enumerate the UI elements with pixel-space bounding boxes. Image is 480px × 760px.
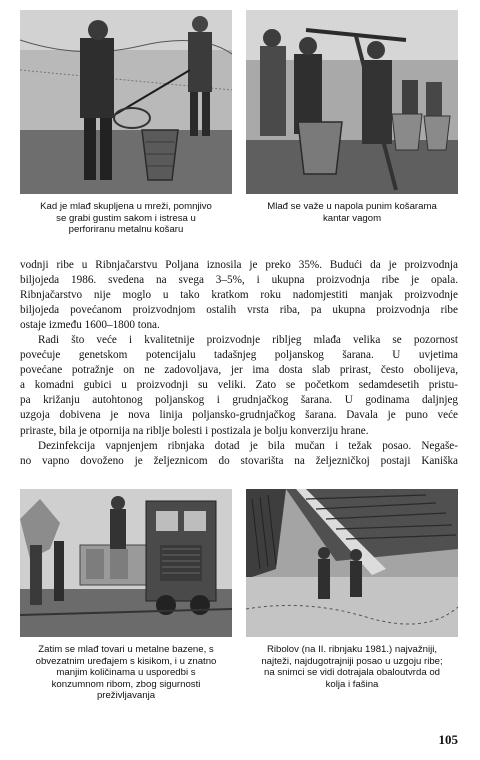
- body-line: Radi što veće i kvalitetnije proizvodnje ribljeg mlađa velika se pozornost: [38, 334, 458, 347]
- caption-fishing-embankment: [244, 644, 460, 690]
- photo-weighing-baskets: [246, 10, 458, 194]
- caption-weighing-baskets: [246, 201, 458, 224]
- caption-line: se grabi gustim sakom i istresa u: [56, 212, 196, 224]
- caption-line: Ribolov (na II. ribnjaku 1981.) najvažniji,: [266, 644, 438, 655]
- body-line: Dezinfekcija vapnjenjem ribnjaka dotad je bila mučan i težak posao. Negaše-: [38, 439, 458, 452]
- caption-train-tanks: [18, 644, 234, 702]
- body-line: povećuje genetskom potencijalu tadašnjeg poljanskog šarana. U uvjetima: [20, 349, 458, 362]
- body-line: uzgoja dobivena je nova linija poljansko-grudnjačkog šarana. Davala je puno veće: [20, 409, 458, 422]
- caption-line: manjim količinama u usporedbi s: [56, 667, 196, 679]
- body-line: priraste, bila je otpornija na riblje bolesti i postizala je bolju konverziju hrane.: [20, 424, 369, 437]
- caption-line: preživljavanja: [96, 690, 156, 702]
- caption-line: kolja i fašina: [325, 678, 379, 690]
- caption-line: Zatim se mlađ tovari u metalne bazene, s: [38, 644, 214, 655]
- body-line: Ribnjačarstvo nije moglo u tako kratkom roku nadomjestiti manjak proizvodnje: [20, 289, 458, 302]
- caption-line: kantar vagom: [322, 212, 382, 224]
- caption-line: Mlađ se važe u napola punim košarama: [267, 201, 437, 212]
- caption-line: na snimci se vidi dotrajala obaloutvrda od: [264, 667, 440, 679]
- photo-net-scooping: [20, 10, 232, 194]
- photo-train-tanks: [20, 489, 232, 637]
- body-line: biljojeda povećanom proizvodnjom ostalih vrsta riba, pa ukupna proizvodnja ribe: [20, 304, 458, 317]
- body-line: vodnji ribe u Ribnjačarstvu Poljana iznosila je preko 35%. Budući da je proizvodnja: [20, 259, 458, 271]
- body-line: pa križanju autohtonog poljanskog i grudnjačkog šarana. U godinama daljnjeg: [20, 394, 458, 407]
- caption-line: konzumnom ribom, zbog sigurnosti: [51, 678, 201, 690]
- caption-line: najteži, najdugotrajniji posao u uzgoju ribe;: [261, 655, 443, 667]
- caption-line: Kad je mlađ skupljena u mreži, pomnjivo: [40, 201, 212, 212]
- caption-net-scooping: [20, 201, 232, 236]
- body-line: ostaje između 1600–1800 tona.: [20, 319, 160, 332]
- body-line: a komadni gubici u proizvodnji su veliki. Zato se početkom sedamdesetih pristu-: [20, 379, 458, 392]
- body-line: biljojeda 1986. svedena na svega 3–5%, i ukupna proizvodnja ribe je opala.: [20, 274, 458, 287]
- body-line: povećane potražnje on ne zadovoljava, jer ima dosta slab prirast, često obolijeva,: [20, 364, 458, 377]
- body-line: no vapno dovoženo je željeznicom do stovarišta na željezničkoj postaji Kaniška: [20, 454, 458, 467]
- page-number: 105: [438, 732, 458, 747]
- caption-line: obvezatnim uređajem s kisikom, i u znatno: [35, 655, 217, 667]
- body-text: [20, 258, 458, 469]
- photo-fishing-embankment: [246, 489, 458, 637]
- caption-line: perforiranu metalnu košaru: [68, 224, 184, 236]
